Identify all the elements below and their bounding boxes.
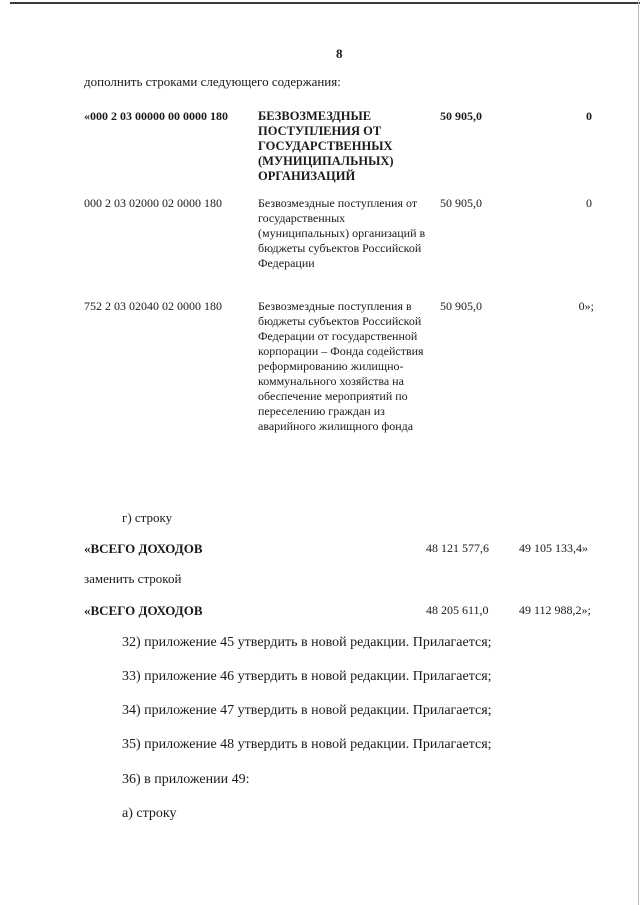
g-line: г) строку xyxy=(122,510,173,525)
row-value-2: 0 xyxy=(586,196,592,210)
total-label: «ВСЕГО ДОХОДОВ xyxy=(84,603,203,618)
row-value-1: 50 905,0 xyxy=(440,196,482,210)
right-page-edge xyxy=(638,0,639,905)
row-value-1: 50 905,0 xyxy=(440,299,482,313)
list-item: 32) приложение 45 утвердить в новой редакции. Прилагается; xyxy=(122,635,492,650)
row-name: Безвозмездные поступления в бюджеты субъектов Российской Федерации от государственной корпорации – Фонда содействия реформированию жилищно-коммунального хозяйства на обеспечение мероприятий по переселению граждан из аварийного жилищного фонда xyxy=(258,299,424,433)
intro-text: дополнить строками следующего содержания: xyxy=(84,74,341,89)
row-name: БЕЗВОЗМЕЗДНЫЕ ПОСТУПЛЕНИЯ ОТ ГОСУДАРСТВЕННЫХ (МУНИЦИПАЛЬНЫХ) ОРГАНИЗАЦИЙ xyxy=(258,109,394,183)
replace-line: заменить строкой xyxy=(84,571,182,586)
list-item: 35) приложение 48 утвердить в новой редакции. Прилагается; xyxy=(122,737,492,752)
list-item: 36) в приложении 49: xyxy=(122,772,250,787)
total-value-1: 48 121 577,6 xyxy=(426,541,489,555)
list-item: 34) приложение 47 утвердить в новой редакции. Прилагается; xyxy=(122,703,492,718)
list-item: 33) приложение 46 утвердить в новой редакции. Прилагается; xyxy=(122,669,492,684)
row-value-1: 50 905,0 xyxy=(440,109,482,123)
row-value-2: 0 xyxy=(586,109,592,123)
row-code: 752 2 03 02040 02 0000 180 xyxy=(84,299,222,313)
row-value-2: 0»; xyxy=(578,299,594,313)
top-border-line xyxy=(10,2,640,4)
total-value-1: 48 205 611,0 xyxy=(426,603,489,617)
row-name: Безвозмездные поступления от государственных (муниципальных) организаций в бюджеты субъектов Российской Федерации xyxy=(258,196,426,270)
total-value-2: 49 112 988,2»; xyxy=(519,603,591,617)
total-value-2: 49 105 133,4» xyxy=(519,541,588,555)
total-label: «ВСЕГО ДОХОДОВ xyxy=(84,541,203,556)
row-code: «000 2 03 00000 00 0000 180 xyxy=(84,109,228,123)
page-number: 8 xyxy=(336,46,343,61)
row-code: 000 2 03 02000 02 0000 180 xyxy=(84,196,222,210)
list-item: а) строку xyxy=(122,806,177,821)
